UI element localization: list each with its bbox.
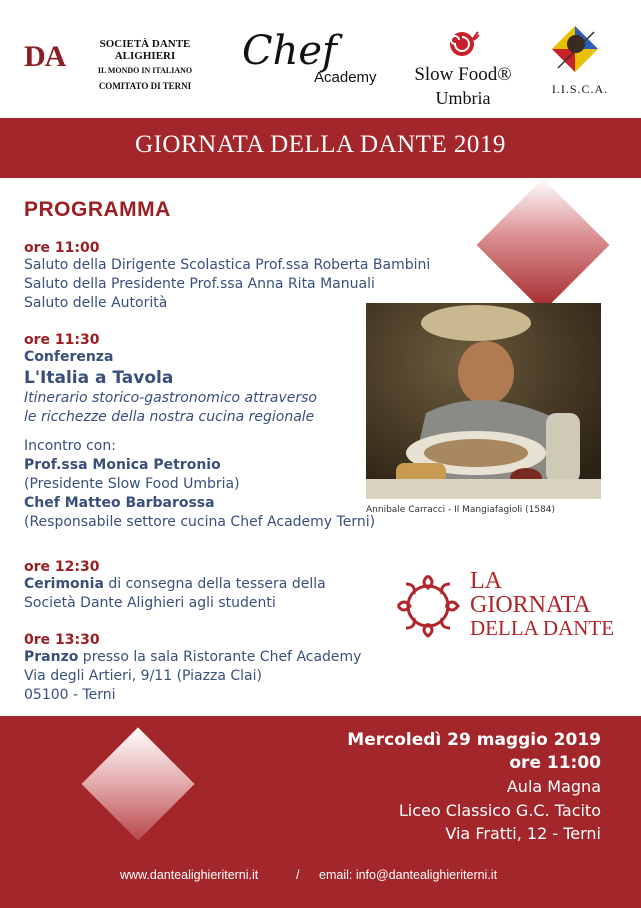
decorative-diamond-bottom <box>81 727 194 840</box>
conference-subtitle: le ricchezze della nostra cucina regionale <box>24 409 315 425</box>
giornata-della-dante-logo <box>392 568 615 642</box>
speaker-role: (Presidente Slow Food Umbria) <box>24 476 240 492</box>
ornament-icon <box>392 570 464 642</box>
session-1330 <box>24 632 361 705</box>
conference-topic: L'Italia a Tavola <box>24 368 174 388</box>
session-1230 <box>24 559 326 613</box>
title-band <box>0 118 641 178</box>
dante-alighieri-logo <box>24 36 224 91</box>
session-time: ore 11:00 <box>24 240 100 256</box>
slow-food-wordmark: Slow Food® <box>414 64 512 85</box>
painting-image <box>366 303 601 499</box>
iisca-logo <box>542 24 622 104</box>
event-date: Mercoledì 29 maggio 2019 <box>347 730 601 750</box>
painting-caption: Annibale Carracci - Il Mangiafagioli (1584) <box>366 505 556 515</box>
event-address: Via Fratti, 12 - Terni <box>445 824 601 843</box>
event-time: ore 11:00 <box>509 753 601 773</box>
email-link[interactable]: email: info@dantealighieriterni.it <box>319 868 498 882</box>
ceremony-label: Cerimonia <box>24 576 104 592</box>
chef-wordmark: Chef <box>242 28 337 74</box>
iisca-wordmark: I.I.S.C.A. <box>551 82 609 96</box>
da-monogram: DA <box>24 40 66 73</box>
lunch-address: Via degli Artieri, 9/11 (Piazza Clai) <box>24 668 262 684</box>
website-link[interactable]: www.dantealighieriterni.it <box>120 868 259 882</box>
session-time: ore 11:30 <box>24 332 100 348</box>
giornata-logo-line3: DELLA DANTE <box>470 616 615 640</box>
giornata-logo-line1: LA <box>470 568 502 594</box>
incontro-label: Incontro con: <box>24 438 116 454</box>
lunch-label: Pranzo <box>24 649 79 665</box>
event-room: Aula Magna <box>506 777 601 796</box>
speaker-name: Chef Matteo Barbarossa <box>24 495 215 511</box>
ceremony-text-2: Società Dante Alighieri agli studenti <box>24 595 276 611</box>
giornata-logo-line2: GIORNATA <box>470 592 591 618</box>
footer-separator: / <box>296 868 300 882</box>
dante-society-name: SOCIETÀ DANTE ALIGHIERI <box>99 38 191 62</box>
academy-wordmark: Academy <box>314 69 377 86</box>
greeting-line: Saluto della Presidente Prof.ssa Anna Rita Manuali <box>24 276 375 292</box>
snail-icon <box>448 26 480 58</box>
speaker-name: Prof.ssa Monica Petronio <box>24 457 221 473</box>
dante-motto: IL MONDO IN ITALIANO <box>97 66 193 75</box>
ceremony-text: di consegna della tessera della <box>103 576 326 592</box>
iisca-emblem-icon <box>550 24 600 74</box>
lunch-city: 05100 - Terni <box>24 687 116 703</box>
decorative-diamond-top <box>477 179 610 312</box>
session-1130 <box>24 332 375 532</box>
session-time: ore 12:30 <box>24 559 100 575</box>
greeting-line: Saluto delle Autorità <box>24 295 168 311</box>
conference-subtitle: Itinerario storico-gastronomico attraverso <box>24 390 317 406</box>
page-title: GIORNATA DELLA DANTE 2019 <box>135 131 506 158</box>
speaker-role: (Responsabile settore cucina Chef Academy Terni) <box>24 514 376 530</box>
dante-committee: COMITATO DI TERNI <box>98 81 192 91</box>
session-time: 0re 13:30 <box>24 632 100 648</box>
slow-food-region: Umbria <box>435 88 491 108</box>
programma-heading: PROGRAMMA <box>24 198 171 221</box>
slow-food-logo <box>408 26 518 112</box>
event-info-band <box>0 716 641 908</box>
event-school: Liceo Classico G.C. Tacito <box>398 801 601 820</box>
conference-label: Conferenza <box>24 349 114 365</box>
chef-academy-logo <box>238 24 388 94</box>
greeting-line: Saluto della Dirigente Scolastica Prof.ssa Roberta Bambini <box>24 257 431 273</box>
lunch-text: presso la sala Ristorante Chef Academy <box>78 649 362 665</box>
